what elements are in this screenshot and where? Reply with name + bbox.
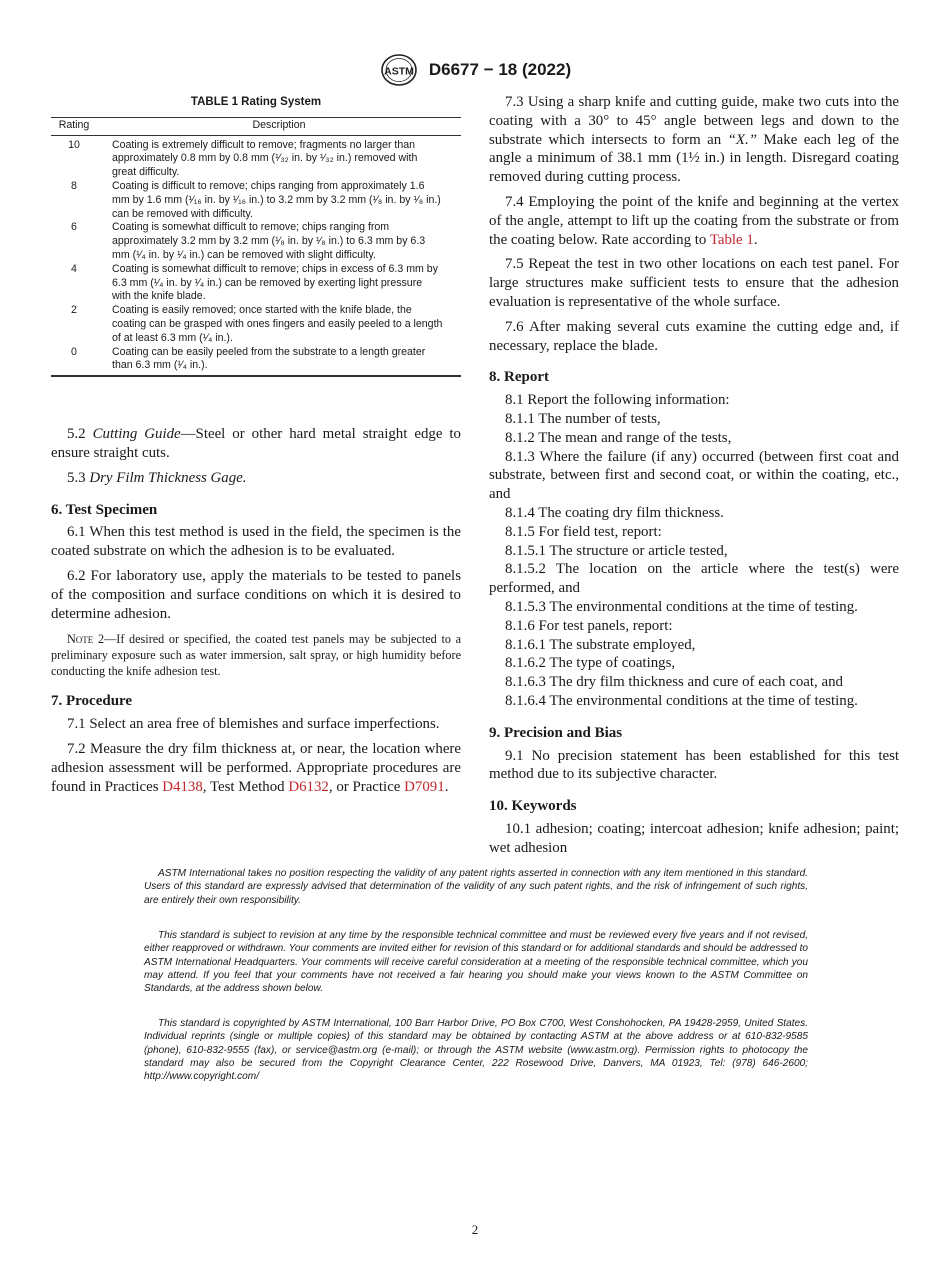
page-number: 2 bbox=[471, 1222, 479, 1237]
table-header-rating: Rating bbox=[51, 117, 97, 135]
list-item: 8.1.3 Where the failure (if any) occurred (between first coat and substrate, between first and second coat, or within the coating, etc., and bbox=[489, 448, 899, 503]
section-5-2 bbox=[51, 425, 461, 463]
table-row bbox=[51, 346, 461, 377]
section-6-1: 6.1 When this test method is used in the field, the specimen is the coated substrate on which the adhesion is to be evaluated. bbox=[51, 524, 461, 560]
heading-report: 8. Report bbox=[489, 369, 549, 386]
svg-text:ASTM: ASTM bbox=[384, 65, 414, 78]
section-text: 7.4 Employing the point of the knife and beginning at the vertex of the angle, attempt to lift up the coating from the substrate or from the coating below. Rate according to bbox=[489, 193, 899, 248]
list-item: 8.1.6.3 The dry film thickness and cure of each coat, and bbox=[505, 674, 843, 691]
list-item: 8.1.5.3 The environmental conditions at the time of testing. bbox=[505, 598, 858, 615]
heading-test-specimen: 6. Test Specimen bbox=[51, 501, 158, 518]
section-text: , Test Method bbox=[202, 778, 289, 795]
term: Dry Film Thickness Gage. bbox=[89, 469, 247, 486]
rating-description: Coating is extremely difficult to remove; fragments no larger than approximately 0.8 mm by 0.8 mm (¹⁄₃₂ in. by ¹⁄₃₂ in.) removed with great difficulty. bbox=[112, 138, 418, 179]
rating-value: 8 bbox=[71, 179, 77, 192]
section-text: , or Practice bbox=[328, 778, 405, 795]
table-row bbox=[51, 135, 461, 180]
rating-table bbox=[51, 117, 461, 377]
link-d4138[interactable]: D4138 bbox=[162, 778, 203, 795]
page-header bbox=[0, 53, 950, 87]
section-number: 5.3 bbox=[67, 469, 86, 486]
table-header-description: Description bbox=[97, 117, 461, 135]
rating-value: 2 bbox=[71, 304, 77, 317]
list-item: 8.1.4 The coating dry film thickness. bbox=[505, 504, 724, 521]
section-7-5: 7.5 Repeat the test in two other locations on each test panel. For large structures make sufficient tests to ensure that the adhesion evaluation is representative of the whole surface. bbox=[489, 256, 899, 310]
list-item: 8.1.6.4 The environmental conditions at the time of testing. bbox=[505, 692, 858, 709]
right-column bbox=[489, 93, 899, 857]
revision-notice: This standard is subject to revision at any time by the responsible technical committee and must be reviewed every five years and if not revised, either reapproved or withdrawn. Your comments are invited either for revision of this standard or for additional standards and should be addressed to ASTM International Headquarters. Your comments will receive careful consideration at a meeting of the responsible technical committee, which you may attend. If you feel that your comments have not received a fair hearing you should make your views known to the ASTM Committee on Standards, at the address shown below. bbox=[144, 930, 808, 995]
note-label: Note 2 bbox=[67, 632, 105, 647]
section-9-1: 9.1 No precision statement has been established for this test method due to its subjective character. bbox=[489, 747, 899, 783]
heading-procedure: 7. Procedure bbox=[51, 693, 133, 710]
section-text: Make each leg of the angle a minimum of 38.1 mm (1½ in.) in length. Disregard coating removed during cutting process. bbox=[489, 131, 899, 186]
patent-notice: ASTM International takes no position respecting the validity of any patent rights asserted in connection with any item mentioned in this standard. Users of this standard are expressly advised that determination of the validity of any such patent rights, and the risk of infringement of such rights, are entirely their own responsibility. bbox=[144, 868, 808, 906]
list-item: 8.1.2 The mean and range of the tests, bbox=[505, 429, 732, 446]
rating-description: Coating is easily removed; once started with the knife blade, the coating can be grasped with ones fingers and easily peeled to a length of at least 6.3 mm (¹⁄₄ in.). bbox=[112, 304, 443, 344]
section-text: . bbox=[444, 778, 449, 795]
section-7-1: 7.1 Select an area free of blemishes and surface imperfections. bbox=[67, 716, 440, 733]
section-text: 7.2 Measure the dry film thickness at, or near, the location where adhesion assessment will be performed. Appropriate procedures are found in Practices bbox=[51, 740, 461, 795]
list-item: 8.1.5 For field test, report: bbox=[505, 523, 662, 540]
link-d7091[interactable]: D7091 bbox=[404, 778, 445, 795]
note-2 bbox=[51, 631, 461, 679]
table-row bbox=[51, 304, 461, 345]
list-item: 8.1.5.1 The structure or article tested, bbox=[505, 542, 728, 559]
list-item: 8.1.1 The number of tests, bbox=[505, 410, 661, 427]
list-item: 8.1.5.2 The location on the article where the test(s) were performed, and bbox=[489, 561, 899, 597]
rating-description: Coating is somewhat difficult to remove; chips in excess of 6.3 mm by 6.3 mm (¹⁄₄ in. by ¹⁄₄ in.) can be removed by exerting light pressure with the knife blade. bbox=[112, 262, 438, 303]
section-7-3 bbox=[489, 93, 899, 187]
section-7-4 bbox=[489, 193, 899, 249]
table-row bbox=[51, 180, 461, 221]
table-row bbox=[51, 263, 461, 304]
table-title: TABLE 1 Rating System bbox=[190, 96, 322, 108]
document-designation: D6677 − 18 (2022) bbox=[428, 60, 572, 79]
list-item: 8.1.6 For test panels, report: bbox=[505, 617, 673, 634]
list-item: 8.1.6.2 The type of coatings, bbox=[505, 655, 676, 672]
section-text: . bbox=[753, 231, 758, 248]
section-7-6: 7.6 After making several cuts examine the cutting edge and, if necessary, replace the blade. bbox=[489, 318, 899, 354]
term: Cutting Guide bbox=[92, 426, 181, 443]
heading-keywords: 10. Keywords bbox=[489, 798, 577, 815]
rating-value: 10 bbox=[68, 138, 80, 151]
list-item: 8.1 Report the following information: bbox=[505, 392, 730, 409]
section-10-1: 10.1 adhesion; coating; intercoat adhesion; knife adhesion; paint; wet adhesion bbox=[489, 820, 899, 856]
section-7-2 bbox=[51, 740, 461, 796]
astm-logo-icon bbox=[379, 53, 419, 87]
rating-value: 0 bbox=[51, 346, 97, 377]
section-text: 7.3 Using a sharp knife and cutting guide, make two cuts into the coating with a 30° to 45° angle between legs and down to the substrate which intersects to form an bbox=[489, 94, 899, 148]
link-d6132[interactable]: D6132 bbox=[288, 778, 329, 795]
section-5-3 bbox=[51, 469, 461, 488]
rating-description: Coating is somewhat difficult to remove; chips ranging from approximately 3.2 mm by 3.2 mm (¹⁄₈ in. by ¹⁄₈ in.) to 6.3 mm by 6.3 mm (¹⁄₄ in. by ¹⁄₄ in.) can be removed with slight difficulty. bbox=[112, 221, 426, 261]
note-text: —If desired or specified, the coated test panels may be subjected to a preliminary exposure such as water immersion, salt spray, or high humidity before conducting the knife adhesion test. bbox=[51, 632, 462, 679]
rating-description: Coating is difficult to remove; chips ranging from approximately 1.6 mm by 1.6 mm (¹⁄₁₆ in. by ¹⁄₁₆ in.) to 3.2 mm by 3.2 mm (¹⁄₈ in. by ¹⁄₈ in.) can be removed with difficulty. bbox=[112, 179, 441, 220]
section-text: —Steel or other hard metal straight edge to ensure straight cuts. bbox=[51, 426, 461, 461]
list-item: 8.1.6.1 The substrate employed, bbox=[505, 636, 696, 653]
left-column bbox=[51, 93, 461, 796]
section-number: 5.2 bbox=[67, 426, 86, 443]
table-row bbox=[51, 221, 461, 262]
section-6-2: 6.2 For laboratory use, apply the materials to be tested to panels of the composition and surface conditions on which it is desired to determine adhesion. bbox=[51, 567, 461, 622]
section-text: “X.” bbox=[727, 131, 757, 148]
rating-description: Coating can be easily peeled from the substrate to a length greater than 6.3 mm (¹⁄₄ in.). bbox=[97, 346, 461, 377]
link-table-1[interactable]: Table 1 bbox=[709, 231, 754, 248]
rating-value: 4 bbox=[71, 262, 77, 275]
heading-precision-bias: 9. Precision and Bias bbox=[489, 724, 623, 741]
copyright-notice: This standard is copyrighted by ASTM International, 100 Barr Harbor Drive, PO Box C700, West Conshohocken, PA 19428-2959, United States. Individual reprints (single or multiple copies) of this standard may be obtained by contacting ASTM at the above address or at 610-832-9585 (phone), 610-832-9555 (fax), or service@astm.org (e-mail); or through the ASTM website (www.astm.org). Permission rights to photocopy the standard may also be secured from the Copyright Clearance Center, 222 Rosewood Drive, Danvers, MA 01923, Tel: (978) 646-2600; http://www.copyright.com/ bbox=[144, 1018, 808, 1083]
rating-value: 6 bbox=[71, 221, 77, 234]
